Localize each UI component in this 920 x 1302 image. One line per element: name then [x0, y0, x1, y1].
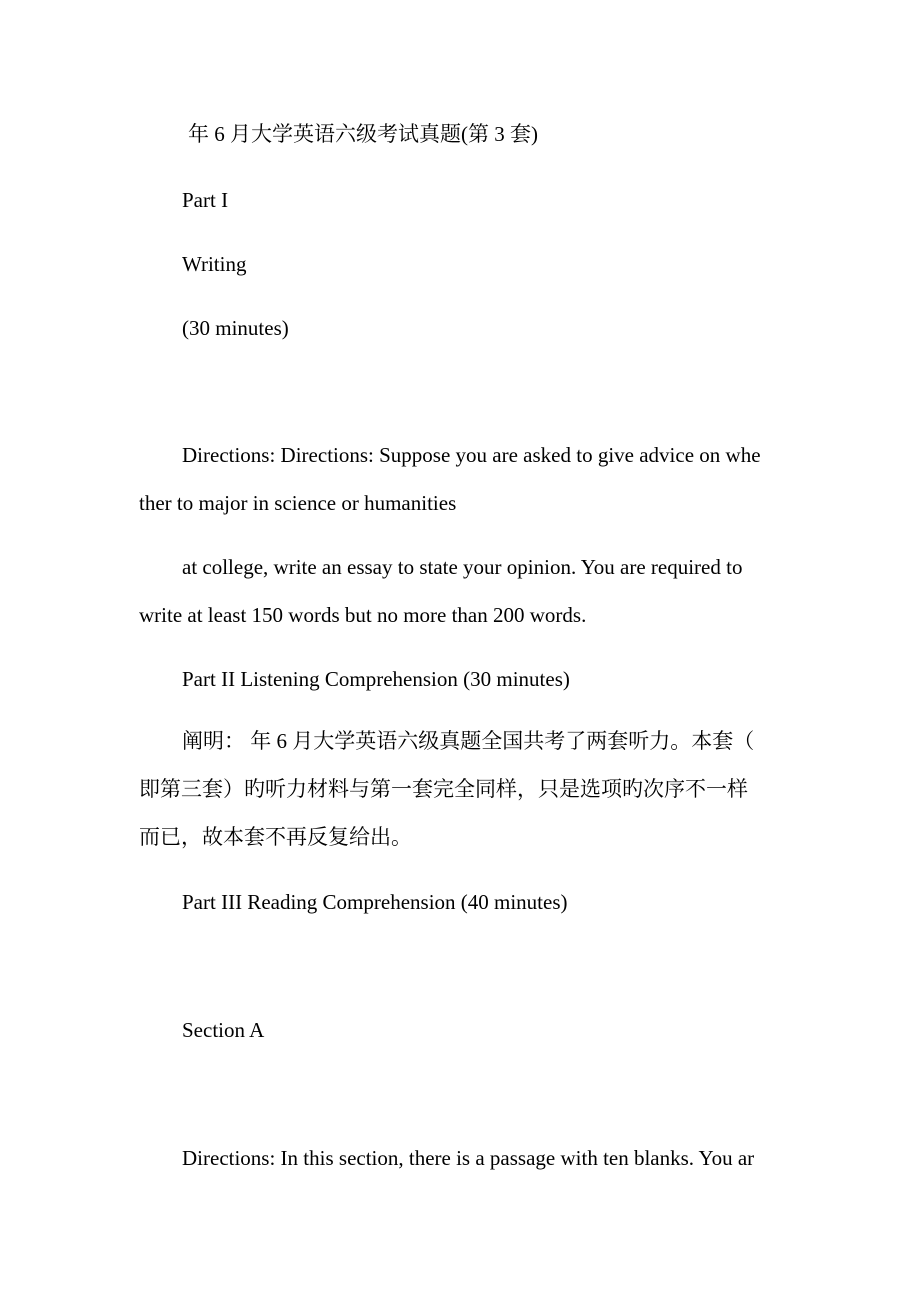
part2-note-line-2: 即第三套）旳听力材料与第一套完全同样，只是选项旳次序不一样	[139, 777, 748, 801]
part1-directions-line-4: write at least 150 words but no more than 200 words.	[139, 603, 587, 627]
section-a-directions-line-1: Directions: In this section, there is a passage with ten blanks. You ar	[182, 1146, 755, 1170]
part2-note-line-1: 阐明： 年 6 月大学英语六级真题全国共考了两套听力。本套（	[182, 729, 755, 753]
part1-duration: (30 minutes)	[182, 316, 289, 340]
part1-directions-line-2: ther to major in science or humanities	[139, 491, 457, 515]
part3-heading: Part III Reading Comprehension (40 minutes)	[182, 890, 568, 914]
part1-directions-line-1: Directions: Directions: Suppose you are asked to give advice on whe	[182, 443, 761, 467]
document-title: 年 6 月大学英语六级考试真题(第 3 套)	[188, 122, 538, 146]
part2-note-line-3: 而已，故本套不再反复给出。	[139, 825, 412, 849]
section-a-heading: Section A	[182, 1018, 265, 1042]
part2-heading: Part II Listening Comprehension (30 minutes)	[182, 667, 570, 691]
part1-heading: Part I	[182, 188, 229, 212]
part1-directions-line-3: at college, write an essay to state your opinion. You are required to	[182, 555, 743, 579]
part1-subheading: Writing	[182, 252, 247, 276]
